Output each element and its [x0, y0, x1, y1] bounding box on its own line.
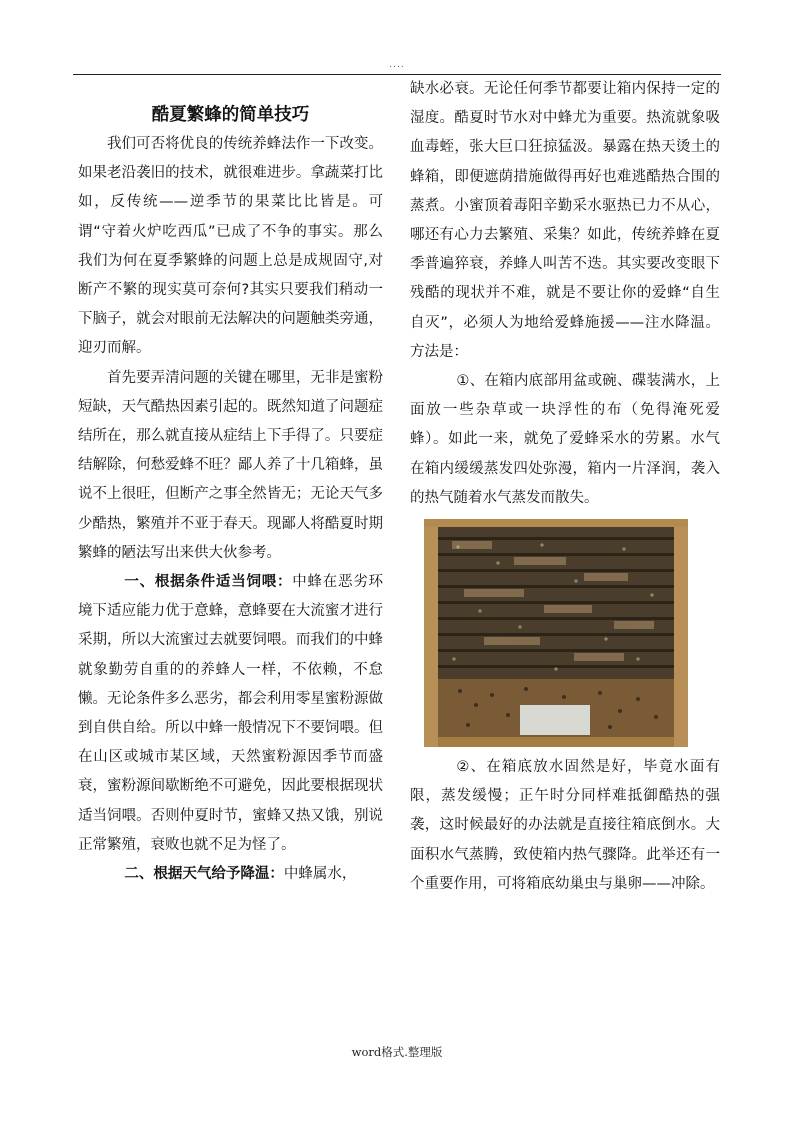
- section2-paragraph: [78, 860, 383, 889]
- header-mark: ....: [389, 60, 405, 70]
- footer-text: word格式.整理版: [351, 1045, 443, 1059]
- section1-paragraph: [78, 568, 383, 860]
- section1-text: 中蜂在恶劣环境下适应能力优于意蜂，意蜂要在大流蜜才进行采期，所以大流蜜过去就要饲喂。而我们的中蜂就象勤劳自重的的养蜂人一样，不依赖，不怠懒。无论条件多么恶劣，都会利用零星蜜粉源做到自供自给。所以中蜂一般情况下不要饲喂。但在山区或城市某区域，天然蜜粉源因季节而盛衰，蜜粉源间歇断绝不可避免，因此要根据现状适当饲喂。否则仲夏时节，蜜蜂又热又饿，别说正常繁殖，衰败也就不足为怪了。: [78, 574, 384, 853]
- section2-text-continue: 缺水必衰。无论任何季节都要让箱内保持一定的湿度。酷夏时节水对中蜂尤为重要。热流就象吸血毒蛭，张大巨口狂掠猛汲。暴露在热天烫土的蜂箱，即便遮荫措施做得再好也难逃酷热合围的蒸煮。小蜜顶着毒阳辛勤采水驱热已力不从心，哪还有心力去繁殖、采集？如此，传统养蜂在夏季普遍猝衰，养蜂人叫苦不迭。其实要改变眼下残酷的现状并不难，就是不要让你的爱蜂“自生自灭”，必须人为地给爱蜂施援——注水降温。方法是：: [410, 81, 720, 360]
- section1-heading: 一、根据条件适当饲喂：: [124, 574, 293, 591]
- beehive-photo-icon: [424, 519, 688, 747]
- method1-paragraph: ①、在箱内底部用盆或碗、碟装满水，上面放一些杂草或一块浮性的布（免得淹死爱蜂）。如此一来，就免了爱蜂采水的劳累。水气在箱内缓缓蒸发四处弥漫，箱内一片泽润，袭入的热气随着水气蒸发而散失。: [410, 373, 720, 506]
- paragraph-intro: 我们可否将优良的传统养蜂法作一下改变。如果老沿袭旧的技术，就很难进步。拿蔬菜打比如，反传统——逆季节的果菜比比皆是。可谓“守着火炉吃西瓜”已成了不争的事实。那么我们为何在夏季繁蜂的问题上总是成规固守,对断产不繁的现实莫可奈何?其实只要我们稍动一下脑子，就会对眼前无法解决的问题触类旁通，迎刃而解。: [78, 136, 383, 357]
- left-column: [78, 100, 383, 889]
- paragraph-cause: 首先要弄清问题的关键在哪里，无非是蜜粉短缺，天气酷热因素引起的。既然知道了问题症结所在，那么就直接从症结上下手得了。只要症结解除，何愁爱蜂不旺？鄙人养了十几箱蜂，虽说不上很旺，但断产之事全然皆无；无论天气多少酷热，繁殖并不亚于春天。现鄙人将酷夏时期繁蜂的陋法写出来供大伙参考。: [78, 369, 383, 561]
- beehive-photo: [424, 519, 688, 747]
- right-column: [410, 75, 720, 899]
- section2-heading: 二、根据天气给予降温：: [124, 866, 284, 883]
- section2-text-start: 中蜂属水，: [283, 866, 357, 883]
- method2-paragraph: ②、在箱底放水固然是好，毕竟水面有限，蒸发缓慢；正午时分同样难抵御酷热的强袭，这时候最好的办法就是直接往箱底倒水。大面积水气蒸腾，致使箱内热气骤降。此举还有一个重要作用，可将箱底幼巢虫与巢卵——冲除。: [410, 759, 720, 892]
- article-title: 酷夏繁蜂的简单技巧: [151, 105, 310, 125]
